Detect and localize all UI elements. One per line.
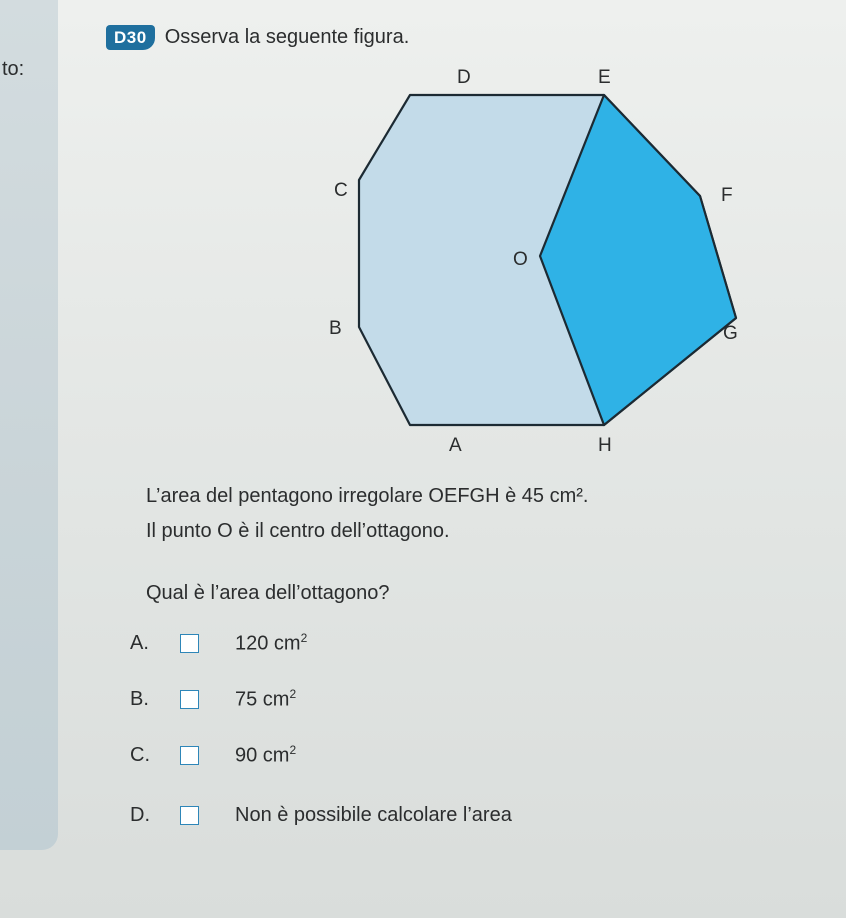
vertex-label-c: C	[334, 180, 348, 201]
option-a-text: 120 $cm^2$	[235, 630, 308, 655]
vertex-label-f: F	[721, 185, 733, 206]
question-text: Qual è l’area dell’ottagono?	[146, 582, 390, 604]
statement-pentagon-area: L’area del pentagono irregolare OEFGH è 45 cm².	[146, 485, 589, 507]
statement-center-point: Il punto O è il centro dell’ottagono.	[146, 520, 450, 542]
answer-option-c[interactable]	[130, 740, 296, 770]
option-a-checkbox[interactable]	[180, 634, 199, 653]
option-d-checkbox[interactable]	[180, 806, 199, 825]
vertex-label-a: A	[449, 435, 462, 456]
question-number-badge: D30	[106, 25, 155, 50]
side-label: to:	[2, 58, 25, 80]
option-d-text: Non è possibile calcolare l’area	[235, 803, 512, 826]
vertex-label-g: G	[723, 323, 738, 344]
option-c-checkbox[interactable]	[180, 746, 199, 765]
answer-option-d[interactable]	[130, 800, 512, 830]
vertex-label-e: E	[598, 67, 611, 88]
answer-option-b[interactable]	[130, 684, 296, 714]
option-c-text: 90 $cm^2$	[235, 742, 297, 767]
option-b-checkbox[interactable]	[180, 690, 199, 709]
option-b-text: 75 $cm^2$	[235, 686, 297, 711]
vertex-label-b: B	[329, 318, 342, 339]
vertex-label-d: D	[457, 67, 471, 88]
vertex-label-h: H	[598, 435, 612, 456]
option-letter: A.	[130, 631, 149, 654]
option-letter: B.	[130, 687, 149, 710]
option-letter: D.	[130, 803, 150, 826]
option-letter: C.	[130, 743, 150, 766]
center-label-o: O	[513, 249, 528, 270]
question-prompt: Osserva la seguente figura.	[164, 26, 410, 48]
answer-option-a[interactable]	[130, 628, 307, 658]
